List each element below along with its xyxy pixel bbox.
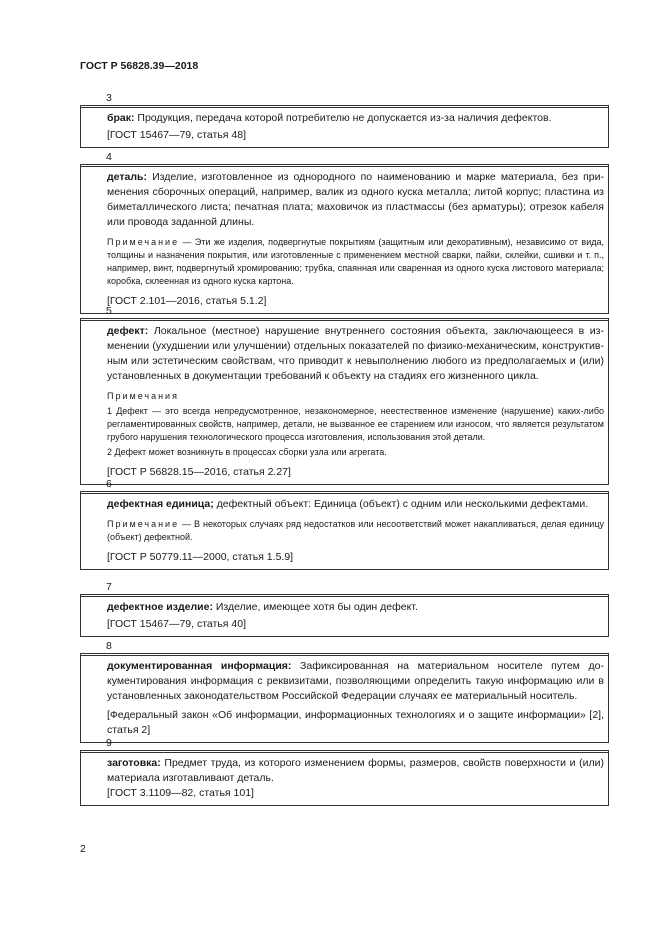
reference: [ГОСТ Р 50779.11—2000, статья 1.5.9] — [107, 551, 294, 563]
entry-box — [80, 750, 609, 806]
entry-box — [80, 653, 609, 743]
entry-number: 3 — [106, 92, 112, 104]
note-label: Примечание — [107, 519, 180, 529]
entry-box — [80, 491, 609, 570]
definition: Изделие, изготовленное из однородного по наименованию и марке материала, без применения сборочных операций, например, валик из одного куска металла; литой корпус; пластина из биметаллического листа; печатная плата; маховичок из пластмассы (без арматуры); отрезок кабеля или провода заданной длины. — [107, 171, 604, 228]
term: заготовка: — [107, 757, 161, 769]
entry-box — [80, 594, 609, 637]
entry-box — [80, 105, 609, 148]
document-header: ГОСТ Р 56828.39—2018 — [80, 60, 199, 72]
note-text: — Эти же изделия, подвергнутые покрытиям (защитным или декоративным), независимо от вида, толщины и назначения покрытия, или изготовленные с применением местной сварки, пайки, склейки, сшивки и т. п., например, винт, подвергнутый хромированию; трубка, спаянная или сваренная из одного куска листового материала; коробка, склеенная из одного куска картона. — [107, 237, 604, 286]
entry-number: 5 — [106, 305, 112, 317]
page-number: 2 — [80, 843, 86, 855]
term: дефект: — [107, 325, 149, 337]
term: брак: — [107, 112, 135, 124]
definition: Продукция, передача которой потребителю не допускается из-за наличия дефектов. — [134, 112, 552, 124]
reference: [ГОСТ 3.1109—82, статья 101] — [107, 787, 254, 799]
definition: дефектный объект: Единица (объект) с одним или несколькими дефектами. — [213, 498, 589, 510]
reference: [Федеральный закон «Об информации, информационных технологиях и о защите информации» [2], статья 2] — [107, 709, 604, 736]
reference: [ГОСТ 15467—79, статья 48] — [107, 129, 246, 141]
reference: [ГОСТ 15467—79, статья 40] — [107, 618, 246, 630]
note-label: Примечание — [107, 237, 180, 247]
entry-number: 4 — [106, 151, 112, 163]
entry-number: 6 — [106, 478, 112, 490]
entry-number: 8 — [106, 640, 112, 652]
term: дефектная единица; — [107, 498, 214, 510]
note-item: 1 Дефект — это всегда непредусмотренное, незакономерное, неестественное изменение (нарушение) каких-либо регламентированных свойств, например, детали, не вызванное ее старением или износом, что является результатом грубого нарушения технологического процесса изготовления, использования этой детали. — [107, 406, 604, 442]
entry-box — [80, 318, 609, 485]
definition: Изделие, имеющее хотя бы один дефект. — [212, 601, 418, 613]
reference: [ГОСТ 2.101—2016, статья 5.1.2] — [107, 295, 267, 307]
note-item: 2 Дефект может возникнуть в процессах сборки узла или агрегата. — [107, 447, 387, 457]
note-text: — В некоторых случаях ряд недостатков или несоответствий может накапливаться, делая единицу (объект) дефектной. — [107, 519, 604, 542]
term: документированная информация: — [107, 660, 292, 672]
definition: Зафиксированная на материальном носителе путем документирования информация с реквизитами, позволяющими определить такую информацию или в установленных законодательством Российской Федерации случаях ее материальный носитель. — [107, 660, 604, 702]
term: дефектное изделие: — [107, 601, 213, 613]
definition: Локальное (местное) нарушение внутреннего состояния объекта, заключающееся в изменении (ухудшении или улучшении) отдельных показателей по физико-механическим, конструктивным или эстетическим свойствам, что приводит к невыполнению любого из предполагаемых и (или) установленных в документации требований к объекту на стадиях его жизненного цикла. — [107, 325, 604, 382]
entry-box — [80, 164, 609, 314]
term: деталь: — [107, 171, 147, 183]
notes-label: Примечания — [107, 391, 179, 401]
definition: Предмет труда, из которого изменением формы, размеров, свойств поверхности и (или) материала изготавливают деталь. — [107, 757, 604, 784]
entry-number: 7 — [106, 581, 112, 593]
entry-number: 9 — [106, 737, 112, 749]
reference: [ГОСТ Р 56828.15—2016, статья 2.27] — [107, 466, 291, 478]
